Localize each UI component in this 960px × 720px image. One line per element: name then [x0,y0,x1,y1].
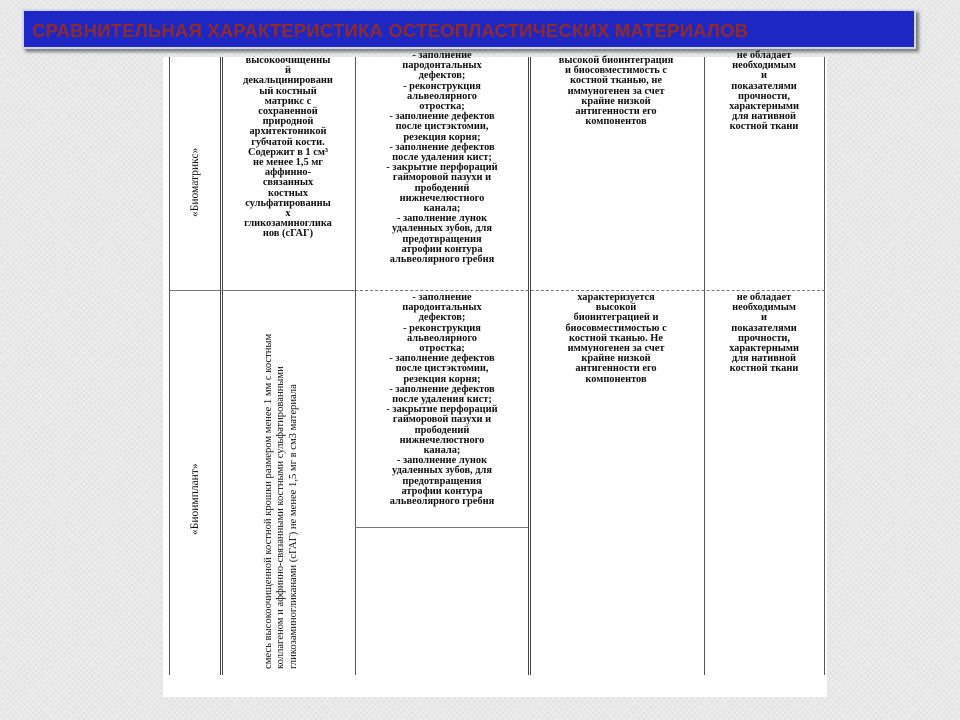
slide-title-bar [22,9,916,49]
row-divider [355,290,825,291]
column-divider [704,57,705,675]
composition-cell: высокоочищенны й декальцинировани ый костный матрикс с сохраненной природной архитектоникой губчатой кости. Содержит в 1 см³ не менее 1,5 мг аффинно- связанных костных сульфатированны х гликозаминоглика нов (сГАГ) [243,55,333,240]
indications-cell: - заполнение пародонтальных дефектов; - реконструкция альвеолярного отростка; - заполнение дефектов после цистэктомии, резекция корня; - заполнение дефектов после удаления кист; - закрытие перфораций гайморовой пазухи и прободений нижнечелюстного канала; - заполнение лунок удаленных зубов, для предотвращения атрофии контура альвеолярного гребня [386,50,498,266]
advantages-cell: высокой биоинтеграция и биосовместимость с костной тканью, не иммуногенен за счет крайне низкой антигенности его компонентов [558,55,674,128]
scanned-table [163,50,827,697]
advantages-cell: характеризуется высокой биоинтеграцией и биосовместимостью с костной тканью. Не иммуногенен за счет крайне низкой антигенности его компонентов [565,292,667,385]
table-border-left [169,57,170,675]
cell-border [355,527,528,528]
material-name: «Биоимплант» [189,463,201,535]
indications-cell: - заполнение пародонтальных дефектов; - реконструкция альвеолярного отростка; - заполнение дефектов после цистэктомии, резекция корня; - заполнение дефектов после удаления кист; - закрытие перфораций гайморовой пазухи и прободений нижнечелюстного канала; - заполнение лунок удаленных зубов, для предотвращения атрофии контура альвеолярного гребня [386,292,498,508]
composition-cell: смесь высокоочищенной костной крошки размером менее 1 мм с костным коллагеном и аффинно-связанными костными сульфатированными гликозаминогликанами (сГАГ) не менее 1,5 мг в см3 материала [263,333,299,669]
column-divider [355,57,356,675]
disadvantages-cell: не обладает необходимым и показателями прочности, характерными для нативной костной ткани [729,292,799,375]
table-border-right [824,57,825,675]
slide-title: СРАВНИТЕЛЬНАЯ ХАРАКТЕРИСТИКА ОСТЕОПЛАСТИЧЕСКИХ МАТЕРИАЛОВ [32,20,749,41]
material-name: «Биоматрикс» [189,147,201,217]
disadvantages-cell: не обладает необходимым и показателями прочности, характерными для нативной костной ткани [729,50,799,133]
row-divider [169,290,355,291]
